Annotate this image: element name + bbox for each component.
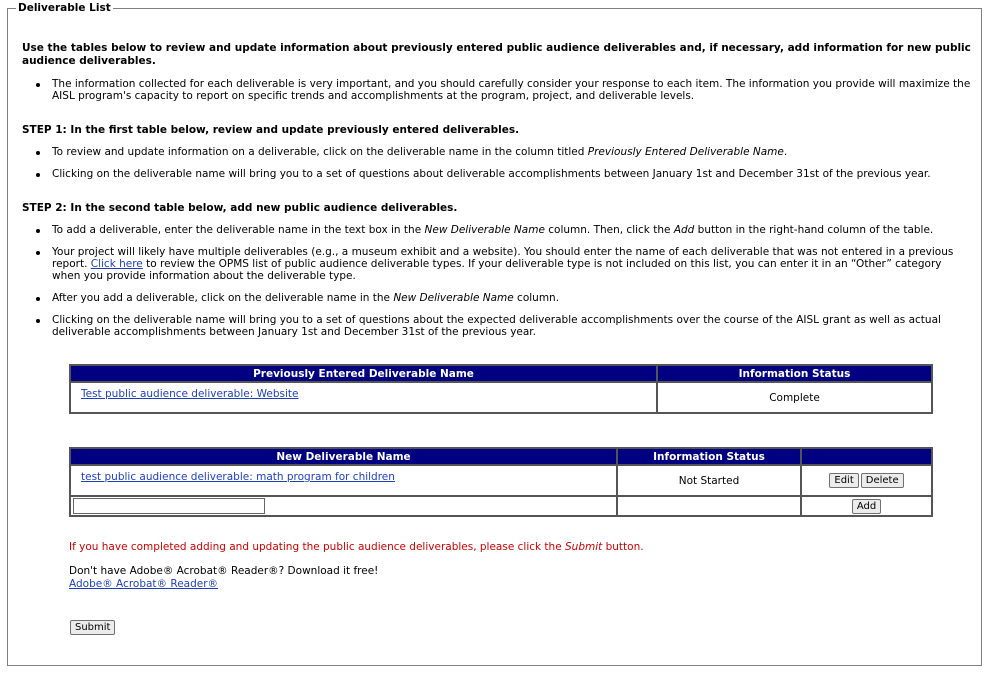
step1-bullet-2: Clicking on the deliverable name will bring you to a set of questions about deliverable accomplishments between January 1st and December 31st of the previous year. <box>52 168 973 180</box>
deliverable-link-math-program[interactable]: test public audience deliverable: math program for children <box>81 471 395 483</box>
edit-button[interactable]: Edit <box>829 473 858 488</box>
adobe-section <box>69 565 973 591</box>
step2-bullet-4: Clicking on the deliverable name will bring you to a set of questions about the expected deliverable accomplishments over the course of the AISL grant as well as actual deliverable accomplishments between January 1st and December 31st of the previous year. <box>52 314 973 338</box>
step2-bullet-3: After you add a deliverable, click on the deliverable name in the New Deliverable Name column. <box>52 292 973 304</box>
submit-row <box>69 620 973 635</box>
table-row <box>70 465 932 496</box>
step1-heading: STEP 1: In the first table below, review and update previously entered deliverables. <box>22 124 520 136</box>
delete-button[interactable]: Delete <box>861 473 904 488</box>
col-header-new-name: New Deliverable Name <box>70 448 617 465</box>
new-deliverable-name-input[interactable] <box>73 498 265 514</box>
col-header-actions <box>801 448 932 465</box>
add-cell <box>801 496 932 516</box>
status-cell: Not Started <box>617 465 801 496</box>
status-cell: Complete <box>657 382 932 413</box>
deliverable-list-legend: Deliverable List <box>18 2 111 14</box>
step2-bullet-2: Your project will likely have multiple deliverables (e.g., a museum exhibit and a website). You should enter the name of each deliverable that was not entered in a previous report. Click here to review the OPMS list of public audience deliverable types. If your deliverable type is not included on this list, you can enter it in an “Other” category when you provide information about the deliverable type. <box>52 246 973 282</box>
adobe-text: Don't have Adobe® Acrobat® Reader®? Download it free! <box>69 565 379 577</box>
step2-heading: STEP 2: In the second table below, add new public audience deliverables. <box>22 202 458 214</box>
intro-text: Use the tables below to review and update information about previously entered public audience deliverables and, if necessary, add information for new public audience deliverables. <box>22 42 971 67</box>
adobe-reader-link[interactable]: Adobe® Acrobat® Reader® <box>69 578 219 590</box>
new-deliverables-table <box>69 447 933 517</box>
submit-button[interactable]: Submit <box>70 620 115 635</box>
actions-cell <box>801 465 932 496</box>
deliverable-list-fieldset <box>7 2 982 666</box>
previous-deliverables-table <box>69 364 933 414</box>
col-header-previous-name: Previously Entered Deliverable Name <box>70 365 657 382</box>
deliverable-link-website[interactable]: Test public audience deliverable: Website <box>81 388 299 400</box>
step1-list <box>22 146 973 180</box>
empty-status-cell <box>617 496 801 516</box>
col-header-info-status: Information Status <box>657 365 932 382</box>
submit-instruction: If you have completed adding and updating the public audience deliverables, please click the Submit button. <box>69 541 644 553</box>
intro-bullet: The information collected for each deliverable is very important, and you should carefully consider your response to each item. The information you provide will maximize the AISL program's capacity to report on specific trends and accomplishments at the program, project, and deliverable levels. <box>52 78 973 102</box>
step2-list <box>22 224 973 338</box>
step1-bullet-1: To review and update information on a deliverable, click on the deliverable name in the column titled Previously Entered Deliverable Name. <box>52 146 973 158</box>
step2-bullet-1: To add a deliverable, enter the deliverable name in the text box in the New Deliverable Name column. Then, click the Add button in the right-hand column of the table. <box>52 224 973 236</box>
table-row-new <box>70 496 932 516</box>
intro-list <box>22 78 973 102</box>
click-here-link[interactable]: Click here <box>90 258 143 270</box>
col-header-info-status-2: Information Status <box>617 448 801 465</box>
add-button[interactable]: Add <box>852 499 881 514</box>
table-row <box>70 382 932 413</box>
